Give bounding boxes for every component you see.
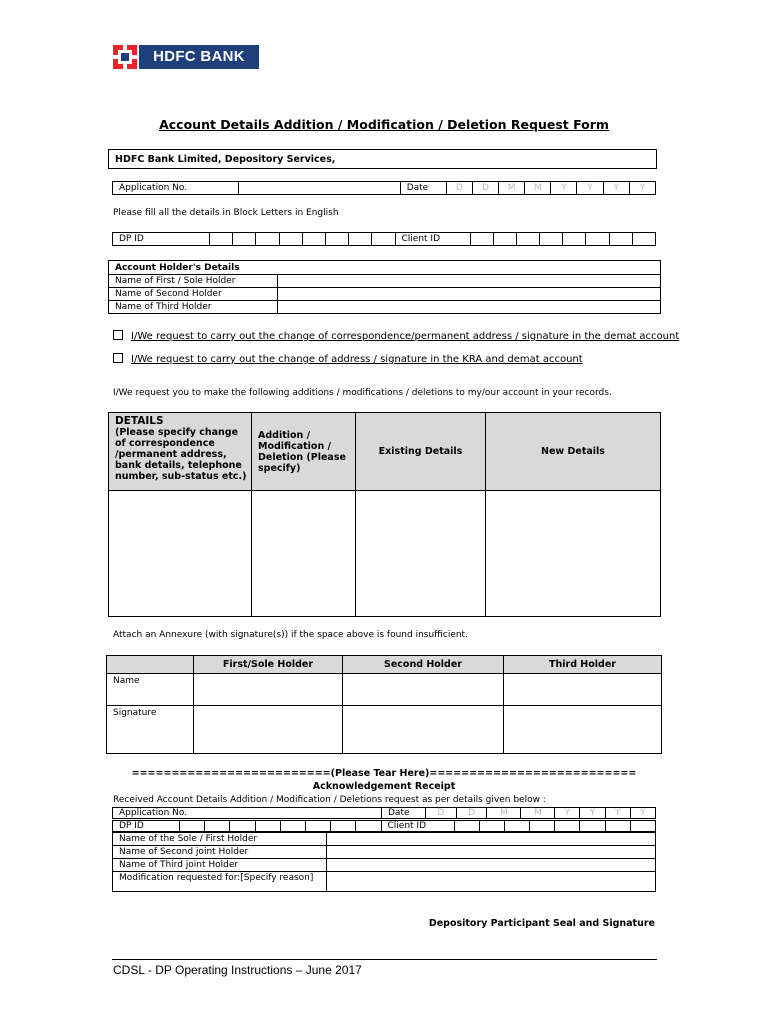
date-box[interactable]: Y [629,182,655,195]
tear-line: =========================(Please Tear Here)========================== [131,768,637,779]
dp-id-box[interactable] [279,233,302,246]
instruction-text: Please fill all the details in Block Letters in English [113,208,339,218]
signature-field[interactable] [504,706,662,754]
receipt-client-id-box[interactable] [605,821,630,832]
blank-header-cell [107,656,194,674]
date-box[interactable]: D [472,182,498,195]
receipt-client-id-box[interactable] [580,821,605,832]
date-box[interactable]: Y [577,182,603,195]
receipt-dp-id-box[interactable] [230,821,255,832]
receipt-date-box[interactable]: M [521,808,555,819]
date-box[interactable]: Y [603,182,629,195]
checkbox-label: I/We request to carry out the change of address / signature in the KRA and demat account [131,354,583,365]
receipt-dp-id-box[interactable] [255,821,280,832]
receipt-dp-id-box[interactable] [305,821,330,832]
date-box[interactable]: M [499,182,525,195]
receipt-date-label: Date [382,808,426,819]
client-id-box[interactable] [632,233,655,246]
name-field[interactable] [343,674,504,706]
hdfc-bank-logo [113,45,259,69]
receipt-title: Acknowledgement Receipt [312,781,456,792]
annexure-note: Attach an Annexure (with signature(s)) if the space above is found insufficient. [113,630,468,640]
dp-client-row [112,232,656,246]
receipt-intro: Received Account Details Addition / Modification / Deletions request as per details given below : [113,795,546,805]
hdfc-logo-icon [113,45,137,69]
receipt-application-row [112,807,656,819]
holder-name-field[interactable] [278,275,661,288]
name-field[interactable] [194,674,343,706]
client-id-box[interactable] [540,233,563,246]
signature-row-label: Signature [107,706,194,754]
details-title: DETAILS [115,415,164,427]
holders-heading: Account Holder's Details [109,261,661,275]
action-col-header: Addition / Modification / Deletion (Please specify) [252,413,356,491]
dp-id-label: DP ID [113,233,210,246]
checkbox-kra-change[interactable] [113,353,583,365]
details-col-header [109,413,252,491]
receipt-client-id-box[interactable] [530,821,555,832]
checkbox-demat-change[interactable] [113,330,679,342]
holder-row-label: Name of Second Holder [109,288,278,301]
receipt-date-box[interactable]: M [487,808,521,819]
receipt-row-label: Name of Third joint Holder [113,859,327,872]
first-holder-header: First/Sole Holder [194,656,343,674]
client-id-box[interactable] [609,233,632,246]
client-id-box[interactable] [470,233,493,246]
dp-id-box[interactable] [302,233,325,246]
signature-field[interactable] [194,706,343,754]
new-details-field[interactable] [486,491,661,617]
footer-rule [112,959,657,960]
application-no-label: Application No. [113,182,239,195]
receipt-date-box[interactable]: Y [580,808,605,819]
holder-row-label: Name of Third Holder [109,301,278,314]
date-label: Date [400,182,446,195]
dp-id-box[interactable] [210,233,233,246]
receipt-client-id-box[interactable] [555,821,580,832]
logo-text: HDFC BANK [139,45,259,69]
existing-details-field[interactable] [356,491,486,617]
receipt-field[interactable] [327,846,656,859]
receipt-client-id-box[interactable] [630,821,655,832]
application-row [112,181,656,195]
client-id-box[interactable] [493,233,516,246]
client-id-box[interactable] [586,233,609,246]
dp-id-box[interactable] [233,233,256,246]
receipt-row-label: Name of the Sole / First Holder [113,833,327,846]
receipt-date-box[interactable]: Y [605,808,630,819]
form-title: Account Details Addition / Modification / Deletion Request Form [159,117,609,132]
receipt-field[interactable] [327,859,656,872]
receipt-row-label: Modification requested for:[Specify reason] [113,872,327,892]
receipt-dp-id-label: DP ID [113,821,180,832]
checkbox-label: I/We request to carry out the change of correspondence/permanent address / signature in the demat account [131,331,680,342]
holder-row-label: Name of First / Sole Holder [109,275,278,288]
receipt-date-box[interactable]: Y [555,808,580,819]
receipt-dp-client-row [112,820,656,832]
receipt-client-id-box[interactable] [454,821,479,832]
dp-id-box[interactable] [325,233,348,246]
receipt-field[interactable] [327,833,656,846]
receipt-holders-table [112,832,656,892]
client-id-label: Client ID [395,233,470,246]
details-subtitle: (Please specify change of correspondence /permanent address, bank details, telephone number, sub-status etc.) [115,427,247,482]
details-field[interactable] [109,491,252,617]
action-field[interactable] [252,491,356,617]
holder-name-field[interactable] [278,288,661,301]
receipt-field[interactable] [327,872,656,892]
receipt-client-id-label: Client ID [381,821,454,832]
dp-id-box[interactable] [256,233,279,246]
application-no-field[interactable] [238,182,400,195]
checkbox-icon[interactable] [113,353,123,363]
receipt-client-id-box[interactable] [479,821,504,832]
second-holder-header: Second Holder [343,656,504,674]
name-row-label: Name [107,674,194,706]
date-box[interactable]: M [525,182,551,195]
receipt-dp-id-box[interactable] [180,821,205,832]
signature-field[interactable] [343,706,504,754]
name-field[interactable] [504,674,662,706]
addressee-box [108,149,657,169]
seal-signature-label: Depository Participant Seal and Signature [428,918,655,929]
addressee-text: HDFC Bank Limited, Depository Services, [109,150,657,169]
receipt-date-box[interactable]: D [426,808,457,819]
account-holders-table [108,260,661,314]
dp-id-box[interactable] [372,233,395,246]
client-id-box[interactable] [563,233,586,246]
receipt-dp-id-box[interactable] [356,821,381,832]
receipt-dp-id-box[interactable] [331,821,356,832]
receipt-client-id-box[interactable] [504,821,529,832]
holder-name-field[interactable] [278,301,661,314]
client-id-box[interactable] [516,233,539,246]
checkbox-icon[interactable] [113,330,123,340]
receipt-dp-id-box[interactable] [280,821,305,832]
date-box[interactable]: Y [551,182,577,195]
receipt-dp-id-box[interactable] [205,821,230,832]
footer-text: CDSL - DP Operating Instructions – June 2017 [113,963,362,977]
receipt-date-box[interactable]: D [456,808,487,819]
receipt-row-label: Name of Second joint Holder [113,846,327,859]
date-box[interactable]: D [446,182,472,195]
receipt-date-box[interactable]: Y [630,808,655,819]
existing-details-header: Existing Details [356,413,486,491]
receipt-application-label: Application No. [113,808,382,819]
new-details-header: New Details [486,413,661,491]
third-holder-header: Third Holder [504,656,662,674]
signature-table [106,655,662,754]
request-text: I/We request you to make the following additions / modifications / deletions to my/our account in your records. [113,388,612,398]
details-table [108,412,661,617]
dp-id-box[interactable] [349,233,372,246]
